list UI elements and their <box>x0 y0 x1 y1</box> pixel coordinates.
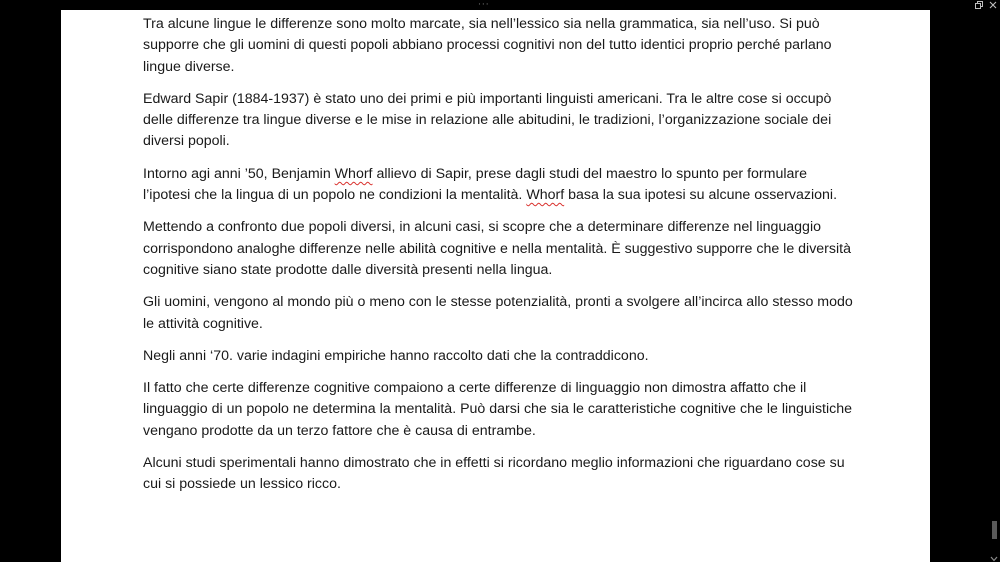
restore-icon[interactable] <box>974 1 984 9</box>
paragraph-3-text: allievo di Sapir, prese dagli studi del maestro lo spunto per formulare l’ipotesi che la lingua di un popolo ne condizioni la mentalità. <box>143 165 808 204</box>
paragraph-2[interactable]: Edward Sapir (1884-1937) è stato uno dei primi e più importanti linguisti americani. Tra le altre cose si occupò delle differenze tra lingue diverse e le mise in relazione alle abitudini, le tradizioni, l’organizzazione sociale dei diversi popoli. <box>143 90 832 150</box>
paragraph-4[interactable]: Mettendo a confronto due popoli diversi, in alcuni casi, si scopre che a determinare differenze nel linguaggio corrispondono analoghe differenze nelle abilità cognitive e nella mentalità. È suggestivo supporre che le diversità cognitive siano state prodotte dalle diversità presenti nella lingua. <box>143 219 851 278</box>
paragraph-3-text: Intorno agi anni ’50, Benjamin <box>143 165 335 182</box>
paragraph-3[interactable] <box>143 164 858 207</box>
title-bar-menu-dots[interactable]: ··· <box>478 0 490 10</box>
paragraph-6[interactable]: Negli anni ‘70. varie indagini empiriche hanno raccolto dati che la contraddicono. <box>143 347 649 364</box>
misspelled-word-whorf[interactable]: Whorf <box>526 187 565 204</box>
chevron-down-icon[interactable] <box>990 549 998 555</box>
paragraph-5[interactable]: Gli uomini, vengono al mondo più o meno con le stesse potenzialità, pronti a svolgere all’incirca allo stesso modo le attività cognitive. <box>143 294 853 332</box>
scrollbar-thumb[interactable] <box>992 521 997 539</box>
vertical-scrollbar[interactable] <box>988 10 1000 562</box>
paragraph-7[interactable]: Il fatto che certe differenze cognitive compaiono a certe differenze di linguaggio non dimostra affatto che il linguaggio di un popolo ne determina la mentalità. Può darsi che sia le caratteristiche cognitive che le linguistiche vengano prodotte da un terzo fattore che è causa di entrambe. <box>143 380 853 439</box>
close-icon[interactable] <box>988 1 998 9</box>
paragraph-3-text: basa la sua ipotesi su alcune osservazioni. <box>564 187 838 204</box>
paragraph-8[interactable]: Alcuni studi sperimentali hanno dimostrato che in effetti si ricordano meglio informazioni che riguardano cose su cui si possiede un lessico ricco. <box>143 455 845 493</box>
window-controls <box>974 1 998 9</box>
paragraph-1[interactable]: Tra alcune lingue le differenze sono molto marcate, sia nell’lessico sia nella grammatica, sia nell’uso. Si può supporre che gli uomini di questi popoli abbiano processi cognitivi non del tutto identici proprio perché parlano lingue diverse. <box>143 16 832 75</box>
document-body[interactable] <box>143 14 858 507</box>
document-page[interactable] <box>61 10 930 562</box>
misspelled-word-whorf[interactable]: Whorf <box>334 165 373 182</box>
